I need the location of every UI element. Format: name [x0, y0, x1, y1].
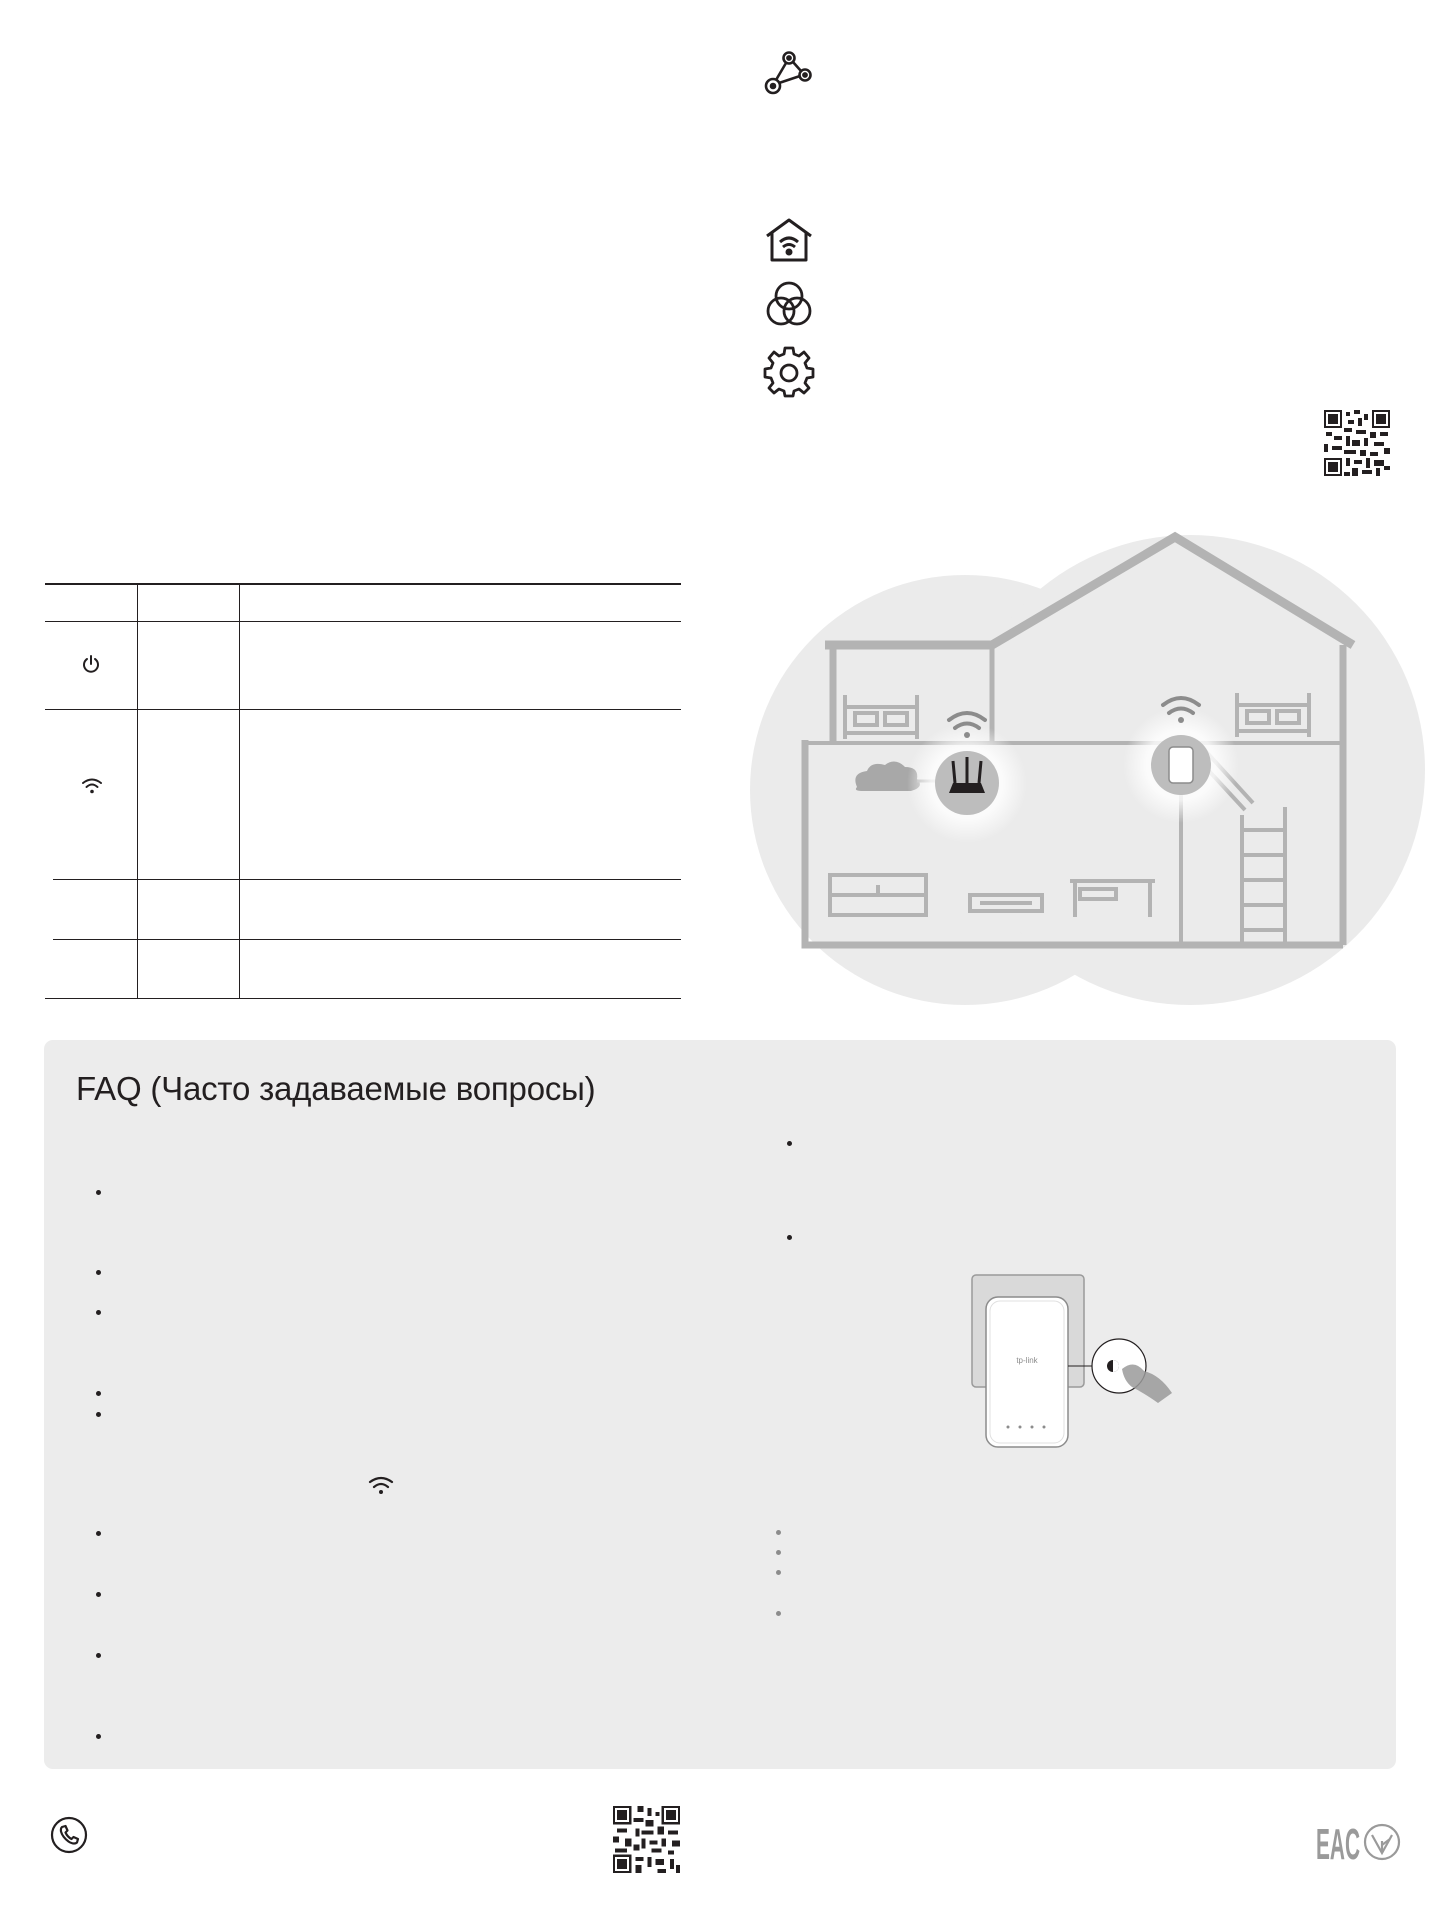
wifi-icon — [368, 1475, 394, 1497]
qr-code-icon — [1324, 410, 1390, 476]
faq-bullet — [96, 1734, 101, 1739]
faq-bullet — [96, 1391, 101, 1396]
table-column-divider — [137, 583, 138, 999]
faq-bullet — [96, 1531, 101, 1536]
faq-title: FAQ (Часто задаваемые вопросы) — [76, 1070, 596, 1107]
coverage-illustration — [745, 525, 1425, 1005]
gear-icon — [762, 345, 816, 399]
phone-icon — [50, 1816, 88, 1854]
led-table — [45, 583, 681, 999]
faq-bullet — [96, 1653, 101, 1658]
table-divider — [45, 621, 681, 622]
faq-bullet — [96, 1412, 101, 1417]
home-wifi-icon — [762, 212, 816, 266]
wifi-icon — [81, 777, 103, 795]
device-brand-label: tp-link — [1016, 1356, 1038, 1365]
faq-bullet — [776, 1550, 781, 1555]
power-icon — [81, 654, 101, 674]
faq-bullet — [776, 1611, 781, 1616]
faq-bullet — [776, 1530, 781, 1535]
faq-bullet — [96, 1310, 101, 1315]
table-border-top — [45, 583, 681, 585]
overlapping-circles-icon — [762, 278, 816, 332]
faq-bullet — [96, 1592, 101, 1597]
qr-code-icon — [613, 1806, 680, 1873]
table-divider — [53, 939, 681, 940]
mesh-network-icon — [762, 48, 816, 102]
table-border-bottom — [45, 998, 681, 999]
faq-bullet — [787, 1235, 792, 1240]
faq-bullet — [96, 1270, 101, 1275]
faq-bullet — [776, 1570, 781, 1575]
faq-bullet — [96, 1190, 101, 1195]
table-divider — [45, 709, 681, 710]
table-divider — [53, 879, 681, 880]
extender-reset-illustration — [964, 1275, 1254, 1450]
faq-bullet — [787, 1141, 792, 1146]
certification-mark-icon — [1363, 1823, 1401, 1861]
table-column-divider — [239, 583, 240, 999]
eac-mark-label: EAC — [1316, 1820, 1360, 1869]
eac-mark-icon — [1316, 1820, 1360, 1869]
faq-panel — [44, 1040, 1396, 1769]
